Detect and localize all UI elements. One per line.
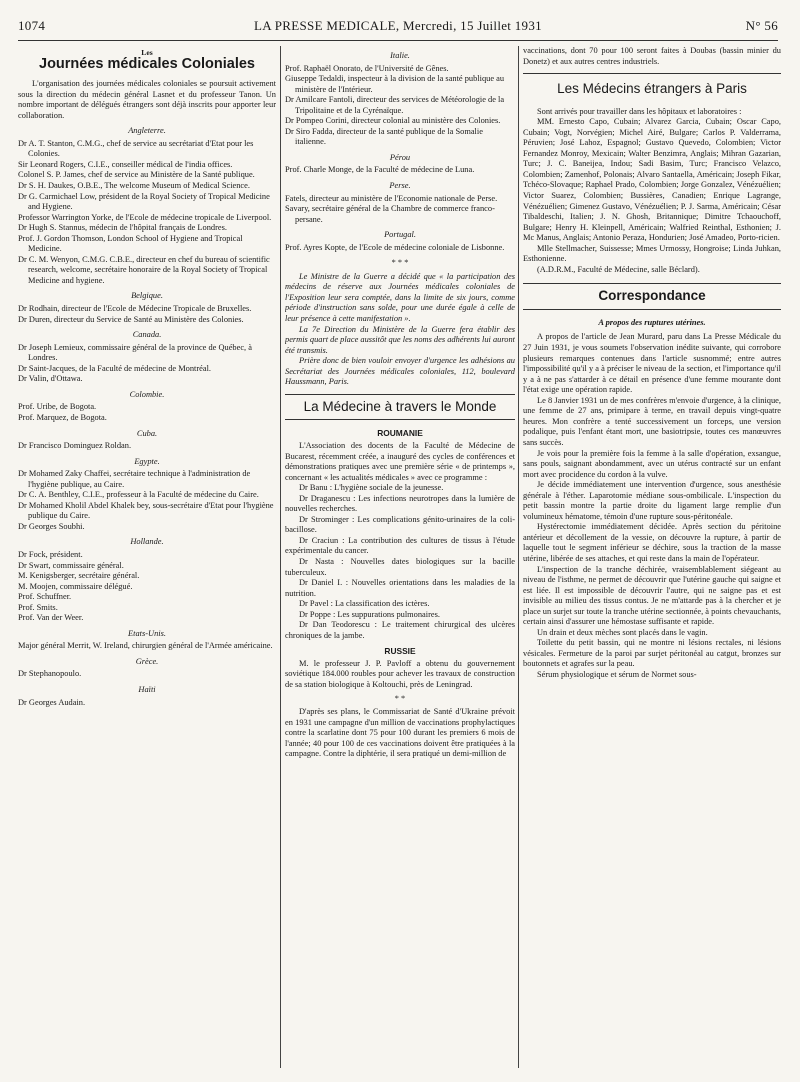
country-heading: Grèce. [135,656,159,666]
news-paragraph: D'après ses plans, le Commissariat de Santé d'Ukraine prévoit en 1931 une campagne d'un million de vaccinations prophylactiques contre la scarlatine dont 75 pour 100 durant les premiers 6 mois de l'année; 40 pour 100 de ces vaccinations doivent être pratiquées à la campagne. Contre la diphtérie, il sera pratiqué un demi-million de [285,707,515,759]
delegate-entry: Dr Joseph Lemieux, commissaire général de la province de Québec, à Londres. [18,342,252,363]
delegate-list-continued [285,51,515,253]
notice-paragraph: Le Ministre de la Guerre a décidé que « la participation des médecins de réserve aux Journées médicales coloniales de l'Exposition leur sera comptée, dans la limite de six jours, comme période d'instruction sans solde, pour une durée égale à celle de leur présence à cette manifestation ». [285,271,515,324]
delegate-entry: Prof. Ayres Kopte, de l'Ecole de médecine coloniale de Lisbonne. [285,242,505,252]
delegate-entry: Dr Stephanopoulo. [18,669,82,679]
delegate-entry: Dr Duren, directeur du Service de Santé au Ministère des Colonies. [18,314,244,324]
news-paragraph: M. le professeur J. P. Pavloff a obtenu du gouvernement soviétique 184.000 roubles pour achever les travaux de construction de sa station biologique à Koltouchi, près de Leningrad. [285,658,515,689]
lecture-item: Dr Banu : L'hygiène sociale de la jeunesse. [299,483,444,493]
delegate-entry: Dr G. Carmichael Low, président de la Royal Society of Tropical Medicine and Hygiene. [18,191,270,212]
lecture-item: Dr Strominger : Les complications génito-urinaires de la coli-bacillose. [285,514,515,535]
issue-date: Mercredi, 15 Juillet 1931 [403,18,542,33]
letter-paragraph: Un drain et deux mèches sont placés dans le vagin. [537,627,708,637]
delegate-entry: Major général Merrit, W. Ireland, chirurgien général de l'Armée américaine. [18,641,273,651]
delegate-entry: Prof. Raphaël Onorato, de l'Université de Gênes. [285,63,449,73]
delegate-entry: Giuseppe Tedaldi, inspecteur à la division de la santé publique au ministère de l'Intérieur. [285,74,505,94]
country-heading: Canada. [132,330,162,340]
asterism: * * * [391,258,409,268]
delegate-entry: Dr A. T. Stanton, C.M.G., chef de service au secrétariat d'Etat pour les Colonies. [18,138,254,159]
letter-subject: A propos des ruptures utérines. [598,317,706,327]
column-divider [280,46,281,1068]
country-heading: Hollande. [130,537,164,547]
country-heading: Belgique. [131,291,163,301]
delegate-entry: Dr Siro Fadda, directeur de la santé publique de la Somalie italienne. [285,126,483,147]
letter-paragraph: Je vois pour la première fois la femme à la salle d'opération, exsangue, sans pouls, saignant abondamment, avec un utérus contracté sur un enfant mort avec procidence du cordon à la vulve. [523,448,781,479]
country-heading: Pérou [389,152,411,162]
delegate-entry: Dr Amilcare Fantoli, directeur des services de Météorologie de la Tripolitaine et de la Cyrénaïque. [285,95,505,115]
delegate-entry: Dr S. H. Daukes, O.B.E., The welcome Museum of Medical Science. [18,181,250,191]
delegate-entry: Prof. Marquez, de Bogota. [18,412,107,422]
delegate-entry: Prof. J. Gordon Thomson, London School of Hygiene and Tropical Medicine. [18,233,243,254]
delegate-entry: Dr Pompeo Corini, directeur colonial au ministère des Colonies. [285,116,501,126]
country-heading: Colombie. [129,389,165,399]
journal-name: LA PRESSE MEDICALE, [254,18,400,33]
header-rule [18,40,778,41]
letter-paragraph: Sérum physiologique et sérum de Normet sous- [537,669,697,679]
masthead [18,18,778,34]
delegate-entry: Fatels, directeur au ministère de l'Economie nationale de Perse. [285,193,498,203]
source-credit: (A.D.R.M., Faculté de Médecine, salle Béclard). [537,264,700,274]
country-heading: Portugal. [384,230,416,240]
delegate-entry: Prof. Schuffner. [18,592,72,602]
delegate-entry: Dr Saint-Jacques, de la Faculté de médecine de Montréal. [18,363,212,373]
delegate-entry: Savary, secrétaire général de la Chambre de commerce franco-persane. [285,204,495,224]
delegate-entry: Dr Georges Audain. [18,697,86,707]
doctor-list: Mlle Stellmacher, Suissesse; Mmes Urmossy, Hongroise; Linda Juhkan, Esthonienne. [523,243,781,264]
lecture-item: Dr Draganescu : Les infections neurotropes dans la lumière de nouvelles recherches. [285,493,515,514]
column-divider [518,46,519,1068]
letter-paragraph: Hystérectomie immédiatement décidée. Après section du péritoine antérieur et décollement de la vessie, on découvre la rupture, à partir de laquelle tout le segment inférieur se déchire, sous la traction de la masse utérine, libérée de ses attaches, et qui reste dans la main de l'opérateur. [523,522,781,563]
delegate-entry: M. Kenigsberger, secrétaire général. [18,571,140,581]
letter-paragraph: A propos de l'article de Jean Murard, paru dans La Presse Médicale du 27 Juin 1931, je vous soumets l'observation inédite suivante, qui corrobore plusieurs remarques contenues dans l'article susnommé; entre autres l'impossibilité qu'il y a à préciser le niveau de la section, et l'importance qu'il y a à ne pas s'attarder à ce détail en présence d'une femme mourante dont l'état exige une opération rapide. [523,332,781,395]
delegate-entry: Dr Georges Soubhi. [18,521,85,531]
notice-paragraph: Prière donc de bien vouloir envoyer d'urgence les adhésions au Secrétariat des Journées médicales coloniales, 112, boulevard Haussmann, Paris. [285,356,515,387]
letter-paragraph: Je décide immédiatement une intervention d'urgence, sous anesthésie générale à l'éther. Laparotomie médiane sous-ombilicale. L'inspection du petit bassin montre la partie droite du ligament large remplie d'un volumineux hématome, témoin d'une rupture sous-péritonéale. [523,480,781,521]
delegate-entry: Dr Rodhain, directeur de l'Ecole de Médecine Tropicale de Bruxelles. [18,304,252,314]
page-number: 1074 [18,18,46,33]
delegate-entry: Professor Warrington Yorke, de l'Ecole de médecine tropicale de Liverpool. [18,212,272,222]
letter-paragraph: L'inspection de la tranche déchirée, vraisemblablement siégeant au niveau de l'isthme, ne permet de découvrir que l'utérine gauche qui saigne et est liée. Il est impossible de découvrir l'autre, qui ne saigne pas et est invisible au milieu des tissus contus. Je ne m'attarde pas à la chercher et je place un surjet sur toute la tranche utérine sectionnée, à points chevauchants, certain ainsi d'assurer une hémostase suffisante et rapide. [523,564,781,627]
delegate-entry: Dr C. M. Wenyon, C.M.G. C.B.E., directeur en chef du bureau of scientific research, welcome, secrétaire honoraire de la Royal Society of Tropical Medicine and hygiene. [18,254,270,285]
notice-block [285,272,515,388]
section-header [523,283,781,310]
section-rule [523,73,781,74]
lecture-item: Dr Poppe : Les suppurations pulmonaires. [299,609,440,619]
column-right [523,46,781,1072]
lecture-item: Dr Pavel : La classification des ictères. [299,599,430,609]
delegate-entry: Dr Francisco Dominguez Roldan. [18,441,132,451]
delegate-entry: Dr Valin, d'Ottawa. [18,374,83,384]
country-heading: Etats-Unis. [128,628,166,638]
delegate-entry: Dr Swart, commissaire général. [18,560,124,570]
section-title: La Médecine à travers le Monde [303,398,497,414]
delegate-entry: Dr Hugh S. Stannus, médecin de l'hôpital français de Londres. [18,223,227,233]
continued-paragraph: vaccinations, dont 70 pour 100 seront faites à Doubas (bassin minier du Donetz) et aux autres centres industriels. [523,46,781,66]
delegate-entry: Dr Mohamed Kholil Abdel Khalek bey, sous-secrétaire d'Etat pour l'hygiène publique du Caire. [18,500,274,521]
delegate-entry: Prof. Charle Monge, de la Faculté de médecine de Luna. [285,165,475,175]
country-heading: Perse. [389,181,411,191]
section-header [285,394,515,421]
news-paragraph: L'Association des docents de la Faculté de Médecine de Bucarest, récemment créée, a inauguré des cycles de conférences et démonstrations pratiques avec une première série « de printemps », concernant « les actualités médicales » avec ce programme : [285,440,515,482]
asterism: * * [394,693,406,703]
delegate-entry: Colonel S. P. James, chef de service au Ministère de la Santé publique. [18,170,255,180]
country-heading: Angleterre. [128,126,166,136]
delegate-entry: Prof. Smits. [18,602,58,612]
page-header [18,14,778,38]
news-paragraph: Sont arrivés pour travailler dans les hôpitaux et laboratoires : [537,106,742,116]
lecture-list [285,483,515,641]
delegate-entry: M. Moojen, commissaire délégué. [18,581,133,591]
lecture-item: Dr Nasta : Nouvelles dates biologiques sur la bacille tuberculeux. [285,556,515,577]
lecture-item: Dr Daniel I. : Nouvelles orientations dans les maladies de la nutrition. [285,578,515,598]
delegate-entry: Prof. Uribe, de Bogota. [18,402,97,412]
country-heading: Cuba. [136,428,158,438]
column-middle [285,46,515,1072]
country-heading: Italie. [390,51,410,60]
country-heading: ROUMANIE [377,428,423,439]
country-heading: Haïti [138,684,156,694]
lecture-item: Dr Dan Teodorescu : Le traitement chirurgical des ulcères chroniques de la jambe. [285,620,515,640]
doctor-list: MM. Ernesto Capo, Cubain; Alvarez Garcia, Cubain; Oscar Capo, Cubain; Vogt, Norvégien; Michel Airé, Bulgare; Carlos P. Valderrama, Péruvien; José Lahoz, Espagnol; Gustavo Quevedo, Colombien; Victor Fernandez Monroy, Mexicain; Walter Benzimra, Anglais; Mihran Gazarian, Turc; J. C. Baneijea, Indou; Sadi Basim, Turc; Francisco Velazco, Colombien; Zamenhof, Polonais; Alvaro Santaella, Américain; Joseph Fikar, Tchéco-Slovaque; Raphael Prado, Colombien; Jorge Gonzalez, Vénézuélien; Victor Suarez, Colombien; Bussières, Canadien; Enrique Lagrange, Vénézuélien; Gimenez Gustavo, Vénézuélien; P. J. Sarma, Américain; César Tibaldeschi, Italien; J. N. Ghosh, Britannique; Dimitre Tchaouchoff, Bulgare; Henry H. Kleinpell, Américain; Walfried Reinthal, Esthonien; J. Mc Manus, Anglais; Antonio Peraza, Hondurien; José Amadeo, Porto-ricien. [523,117,781,243]
letter-paragraph: Le 8 Janvier 1931 un de mes confrères m'envoie d'urgence, à la clinique, une femme de 27 ans, primipare à terme, en travail depuis vingt-quatre heures. Mon confrère a tenté successivement un forceps, une version podalique, puis l'enfant étant mort, une basiotripsie, toutes ces manœuvres sans succès. [523,395,781,447]
article-kicker: Les [141,48,153,57]
column-left [18,46,276,1072]
notice-paragraph: La 7e Direction du Ministère de la Guerre fera établir des permis quart de place aussitôt que les noms des adhérents lui auront été transmis. [285,324,515,355]
letter-paragraph: Toilette du petit bassin, qui ne montre ni lésions rectales, ni lésions vésicales. Fermeture de la paroi par surjet péritonéal au catgut, bronzes sur boutonnets et agrafes sur la peau. [523,638,781,669]
section-title: Les Médecins étrangers à Paris [557,81,747,97]
section-title: Correspondance [598,288,706,304]
country-heading: Egypte. [134,456,160,466]
delegate-list [18,126,276,708]
delegate-entry: Dr C. A. Benthley, C.I.E., professeur à la Faculté de médecine du Caire. [18,490,259,500]
lecture-item: Dr Craciun : La contribution des cultures de tissus à l'étude expérimentale du cancer. [285,535,515,556]
letter-body [523,332,781,680]
delegate-entry: Dr Mohamed Zaky Chaffei, secrétaire technique à l'administration de l'hygiène publique, au Caire. [18,469,251,489]
delegate-entry: Prof. Van der Weer. [18,613,84,623]
article-intro: L'organisation des journées médicales coloniales se poursuit activement sous la direction du médecin général Lasnet et du professeur Tanon. Un nombre important de délégués étrangers sont déjà inscrits pour apporter leur collaboration. [18,79,276,120]
issue-number: N° 56 [745,18,778,33]
delegate-entry: Dr Fock, président. [18,549,83,559]
country-heading: RUSSIE [384,646,416,657]
article-title: Journées médicales Coloniales [39,55,255,72]
delegate-entry: Sir Leonard Rogers, C.I.E., conseiller médical de l'india offices. [18,159,233,169]
